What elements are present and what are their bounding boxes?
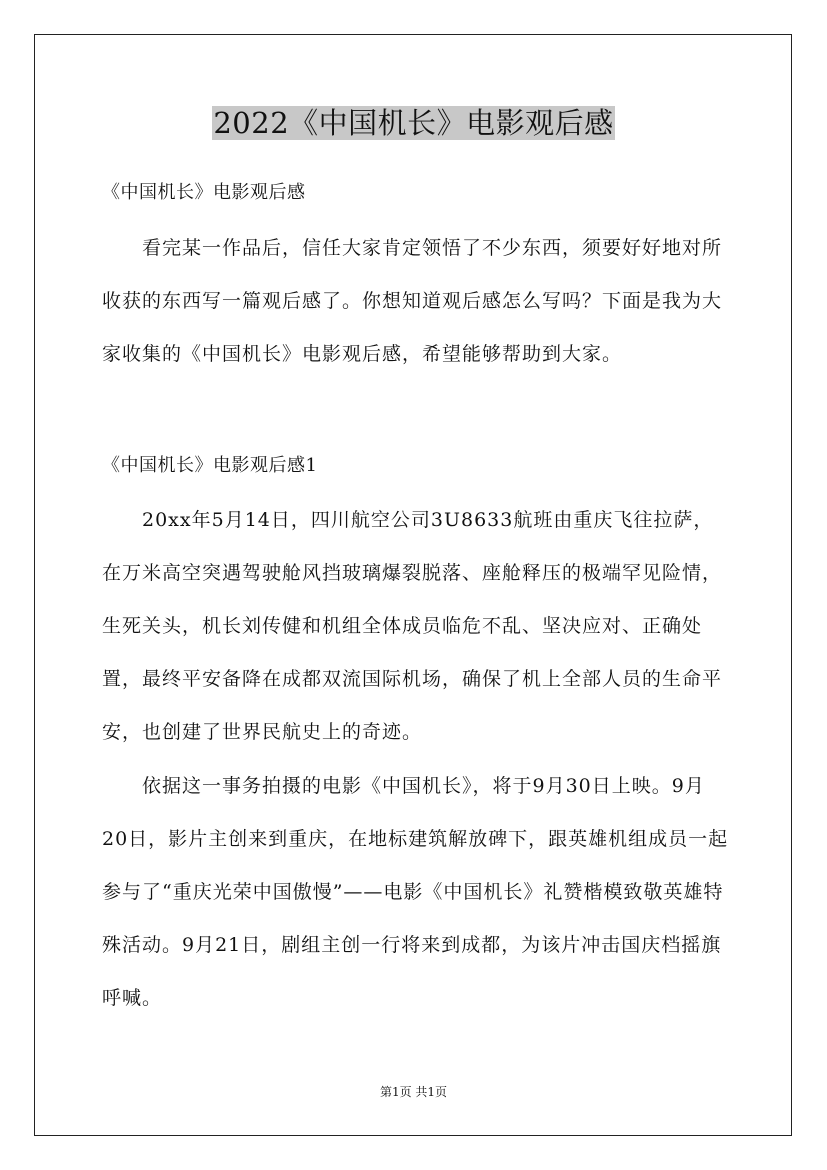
document-title	[0, 103, 827, 143]
document-subtitle: 《中国机长》电影观后感	[102, 182, 306, 203]
page-number-label: 第1页 共1页	[379, 1085, 448, 1099]
body-paragraph-1: 20xx年5月14日，四川航空公司3U8633航班由重庆飞往拉萨，在万米高空突遇驾驶舱风挡玻璃爆裂脱落、座舱释压的极端罕见险情，生死关头，机长刘传健和机组全体成员临危不乱、坚决应对、正确处置，最终平安备降在成都双流国际机场，确保了机上全部人员的生命平安，也创建了世界民航史上的奇迹。	[102, 509, 723, 743]
body-paragraph-2: 依据这一事务拍摄的电影《中国机长》，将于9月30日上映。9月20日，影片主创来到重庆，在地标建筑解放碑下，跟英雄机组成员一起参与了“重庆光荣中国傲慢”——电影《中国机长》礼赞楷模致敬英雄特殊活动。9月21日，剧组主创一行将来到成都，为该片冲击国庆档摇旗呼喊。	[102, 775, 729, 1009]
document-title-text: 2022《中国机长》电影观后感	[213, 106, 614, 140]
page-footer	[0, 1082, 827, 1102]
section-heading: 《中国机长》电影观后感1	[102, 455, 318, 476]
intro-paragraph: 看完某一作品后，信任大家肯定领悟了不少东西，须要好好地对所收获的东西写一篇观后感了。你想知道观后感怎么写吗？下面是我为大家收集的《中国机长》电影观后感，希望能够帮助到大家。	[102, 237, 723, 365]
